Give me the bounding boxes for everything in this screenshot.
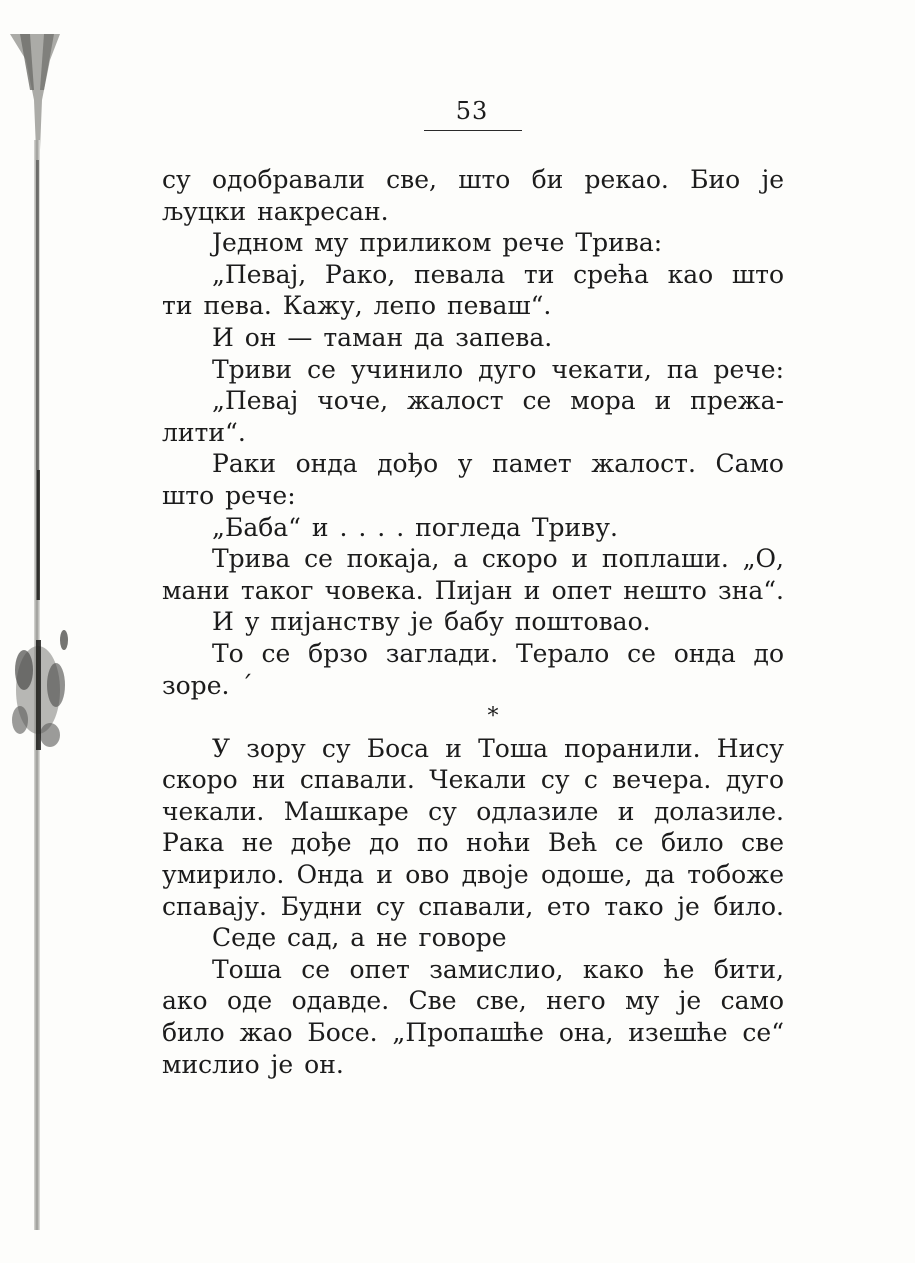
text-line: љуцки накресан. [162, 196, 389, 226]
body-text [162, 164, 784, 1080]
paragraphs-after-separator [162, 733, 784, 1081]
paragraphs-before-separator [162, 164, 784, 701]
text-line: Триви се учинило дуго чекати, па рече: [212, 354, 784, 384]
text-line: лити“. [162, 417, 246, 447]
section-separator: * [487, 704, 499, 730]
text-line: Тоша се опет замислио, како ће бити, [212, 954, 784, 984]
text-line: И у пијанству је бабу поштовао. [212, 607, 651, 637]
text-line: У зору су Боса и Тоша поранили. Нису [212, 733, 784, 763]
text-line: „Баба“ и . . . . погледа Триву. [212, 512, 618, 542]
text-line: Трива се покаја, а скоро и поплаши. „О, [212, 544, 784, 574]
text-line: Једном му приликом рече Трива: [212, 228, 663, 258]
text-line: спавају. Будни су спавали, ето тако је било. [162, 891, 784, 921]
text-line: Седе сад, а не говоре [212, 923, 507, 953]
text-line: Раки онда дођо у памет жалост. Само [212, 449, 784, 479]
text-line: чекали. Машкаре су одлазиле и долазиле. [162, 796, 784, 826]
text-line: скоро ни спавали. Чекали су с вечера. дуго [162, 765, 784, 795]
text-line: ти пева. Кажу, лепо певаш“. [162, 291, 552, 321]
text-line: умирило. Онда и ово двоје одоше, да тобоже [162, 860, 784, 890]
text-line: Рака не дође до по ноћи Већ се било све [162, 828, 784, 858]
text-line: ако оде одавде. Све све, него му је само [162, 986, 784, 1016]
text-line: То се брзо заглади. Терало се онда до [212, 638, 784, 668]
text-line: И он — таман да запева. [212, 322, 553, 352]
text-line: што рече: [162, 480, 296, 510]
text-line: „Певај, Рако, певала ти срећа као што [212, 259, 784, 289]
book-binding-decoration [0, 0, 80, 1259]
text-line: су одобравали све, што би рекао. Био је [162, 165, 784, 194]
text-line: мислио је он. [162, 1049, 344, 1079]
text-line: било жао Босе. „Пропашће она, изешће се“ [162, 1018, 784, 1048]
text-line: мани таког човека. Пијан и опет нешто зна“. [162, 575, 784, 605]
page-number: 53 [455, 97, 489, 125]
text-line: „Певај чоче, жалост се мора и прежа- [212, 386, 784, 416]
page-number-rule [424, 130, 522, 131]
text-line: зоре. ´ [162, 670, 253, 700]
